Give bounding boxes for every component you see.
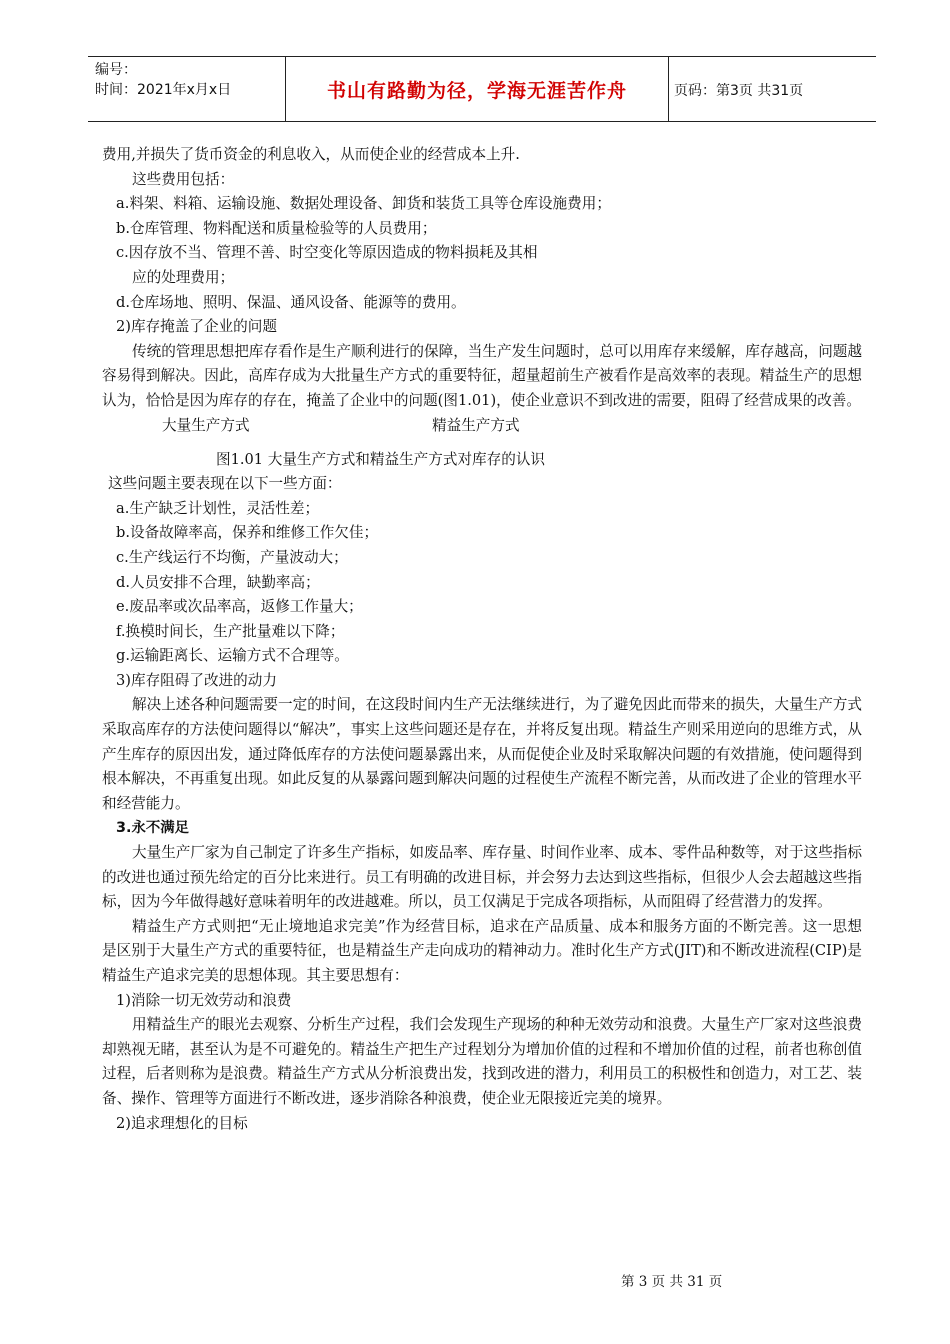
header-motto: 书山有路勤为径，学海无涯苦作舟 [285,56,669,122]
list-item: f.换模时间长，生产批量难以下降； [116,622,345,640]
page-header [88,56,876,122]
list-item: a.生产缺乏计划性，灵活性差； [116,499,320,517]
subheading: 3)库存阻碍了改进的动力 [116,671,277,689]
document-time-label: 时间：2021年x月x日 [95,82,232,98]
list-item: c.生产线运行不均衡，产量波动大； [116,548,348,566]
document-body [102,143,862,1136]
list-item: a.料架、料箱、运输设施、数据处理设备、卸货和装货工具等仓库设施费用； [116,195,611,213]
list-item: b.仓库管理、物料配送和质量检验等的人员费用； [116,219,437,237]
subheading: 1)消除一切无效劳动和浪费 [116,991,292,1009]
list-item: e.废品率或次品率高，返修工作量大； [116,598,363,616]
subheading: 2)库存掩盖了企业的问题 [116,318,277,336]
paragraph: 这些费用包括： [132,170,235,188]
paragraph: 精益生产方式则把“无止境地追求完美”作为经营目标，追求在产品质量、成本和服务方面的不断完善。这一思想是区别于大量生产方式的重要特征，也是精益生产走向成功的精神动力。准时化生产方式(JIT)和不断改进流程(CIP)是精益生产追求完美的思想体现。其主要思想有： [102,917,862,984]
list-item: d.仓库场地、照明、保温、通风设备、能源等的费用。 [116,293,466,311]
paragraph: 费用,并损失了货币资金的利息收入，从而使企业的经营成本上升. [102,146,520,163]
figure-label-lean-production: 精益生产方式 [432,416,520,434]
list-item: b.设备故障率高，保养和维修工作欠佳； [116,524,379,542]
section-heading: 3.永不满足 [116,820,190,837]
list-item: g.运输距离长、运输方式不合理等。 [116,647,349,665]
figure-label-mass-production: 大量生产方式 [162,416,250,434]
list-item: d.人员安排不合理，缺勤率高； [116,573,320,591]
document-number-label: 编号： [95,62,137,78]
figure-labels [102,414,862,448]
paragraph: 这些问题主要表现在以下一些方面： [108,475,342,493]
list-item: c.因存放不当、管理不善、时空变化等原因造成的物料损耗及其相 [116,244,538,262]
header-meta [95,60,285,100]
list-item-continuation: 应的处理费用； [132,268,235,286]
paragraph: 大量生产厂家为自己制定了许多生产指标，如废品率、库存量、时间作业率、成本、零件品种数等，对于这些指标的改进也通过预先给定的百分比来进行。员工有明确的改进目标，并会努力去达到这些指标，但很少人会去超越这些指标，因为今年做得越好意味着明年的改进越难。所以，员工仅满足于完成各项指标，从而阻碍了经营潜力的发挥。 [102,844,862,911]
paragraph: 传统的管理思想把库存看作是生产顺利进行的保障，当生产发生问题时，总可以用库存来缓解，库存越高，问题越容易得到解决。因此，高库存成为大批量生产方式的重要特征，超量超前生产被看作是高效率的表现。精益生产的思想认为，恰恰是因为库存的存在，掩盖了企业中的问题(图1.01)，使企业意识不到改进的需要，阻碍了经营成果的改善。 [102,342,862,409]
subheading: 2)追求理想化的目标 [116,1114,248,1132]
header-page-number: 页码：第3页 共31页 [674,83,804,99]
paragraph: 用精益生产的眼光去观察、分析生产过程，我们会发现生产现场的种种无效劳动和浪费。大量生产厂家对这些浪费却熟视无睹，甚至认为是不可避免的。精益生产把生产过程划分为增加价值的过程和不增加价值的过程，前者也称创值过程，后者则称为是浪费。精益生产方式从分析浪费出发，找到改进的潜力，利用员工的积极性和创造力，对工艺、装备、操作、管理等方面进行不断改进，逐步消除各种浪费，使企业无限接近完美的境界。 [102,1016,862,1107]
page-footer: 第 3 页 共 31 页 [621,1274,723,1290]
paragraph: 解决上述各种问题需要一定的时间，在这段时间内生产无法继续进行，为了避免因此而带来的损失，大量生产方式采取高库存的方法使问题得以“解决”，事实上这些问题还是存在，并将反复出现。精益生产则采用逆向的思维方式，从产生库存的原因出发，通过降低库存的方法使问题暴露出来，从而促使企业及时采取解决问题的有效措施，使问题得到根本解决，不再重复出现。如此反复的从暴露问题到解决问题的过程使生产流程不断完善，从而改进了企业的管理水平和经营能力。 [102,696,862,812]
figure-caption: 图1.01 大量生产方式和精益生产方式对库存的认识 [216,450,546,468]
